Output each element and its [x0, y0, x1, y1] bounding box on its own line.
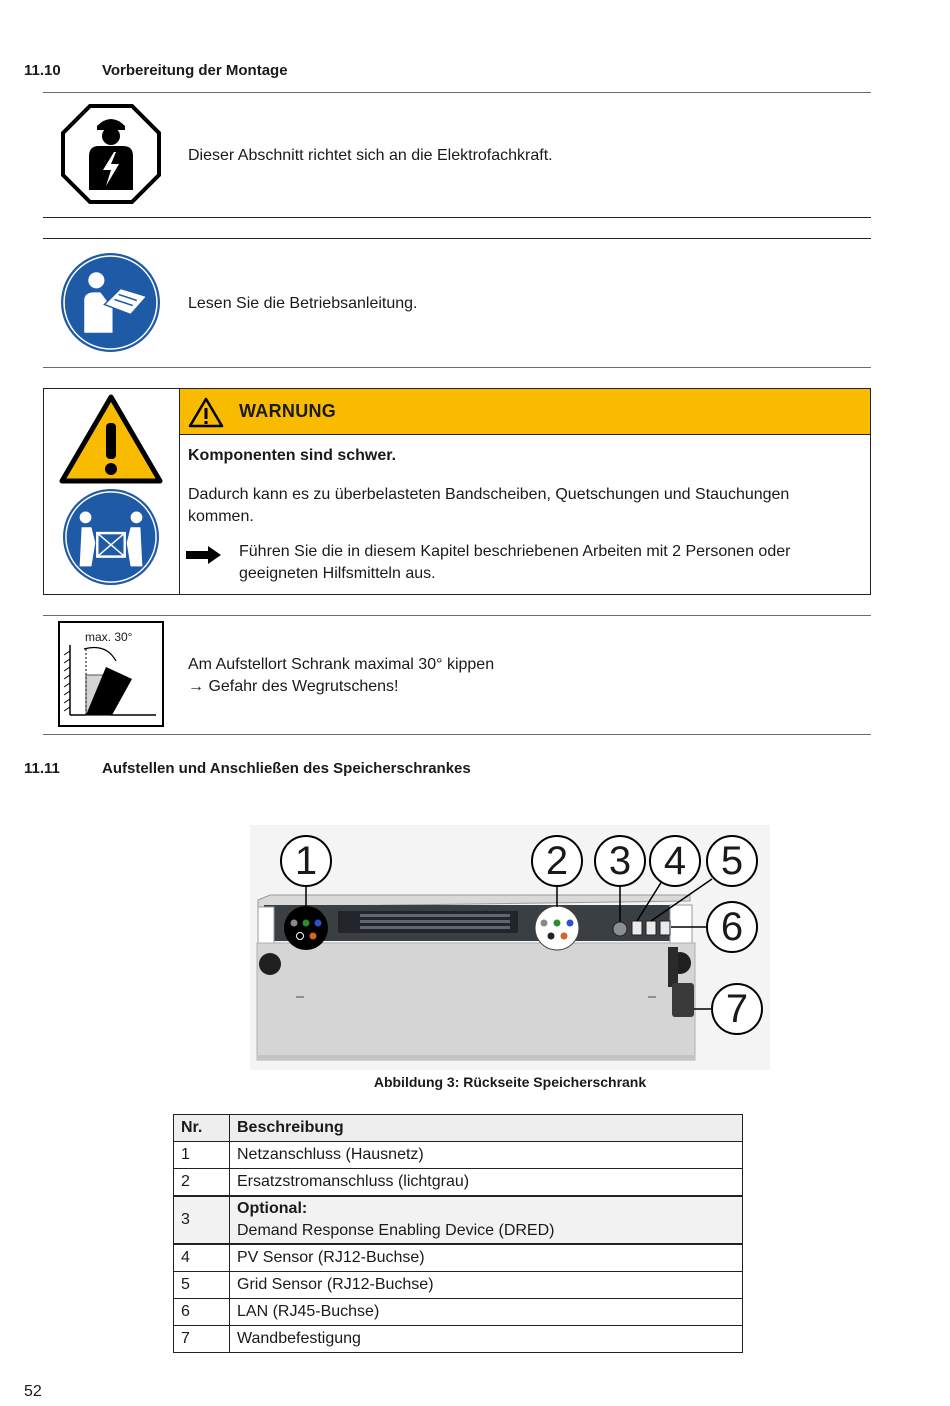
table-header-row	[174, 1115, 743, 1142]
table-cell-nr: 7	[174, 1326, 230, 1353]
warning-small-icon	[188, 397, 224, 428]
manual-notice-text: Lesen Sie die Betriebsanleitung.	[188, 295, 418, 312]
table-row	[174, 1244, 743, 1272]
warning-header	[180, 389, 870, 435]
table-row	[174, 1299, 743, 1326]
callout-2: 2	[545, 839, 569, 883]
table-cell-nr: 5	[174, 1272, 230, 1299]
tilt-notice-line2: → Gefahr des Wegrutschens!	[188, 678, 399, 695]
table-cell-description: LAN (RJ45-Buchse)	[230, 1299, 743, 1326]
table-row	[174, 1196, 743, 1244]
warning-header-text: WARNUNG	[239, 401, 337, 421]
table-row	[174, 1169, 743, 1197]
callout-3: 3	[608, 839, 632, 883]
warning-text: Dadurch kann es zu überbelasteten Bandscheiben, Quetschungen und Stauchungen kommen.	[188, 486, 790, 525]
two-person-lift-icon	[62, 488, 160, 586]
warning-icon-column	[44, 389, 180, 594]
table-cell-description: PV Sensor (RJ12-Buchse)	[230, 1244, 743, 1272]
electrician-icon	[61, 104, 161, 204]
section-number: 11.11	[24, 760, 60, 777]
table-cell-description: Netzanschluss (Hausnetz)	[230, 1142, 743, 1169]
table-cell-description: Ersatzstromanschluss (lichtgrau)	[230, 1169, 743, 1197]
warning-triangle-icon	[58, 393, 164, 485]
divider	[43, 734, 871, 735]
section-number: 11.10	[24, 62, 61, 79]
table-cell-nr: 2	[174, 1169, 230, 1197]
table-cell-nr: 3	[174, 1196, 230, 1244]
divider	[43, 615, 871, 616]
table-cell-description: Wandbefestigung	[230, 1326, 743, 1353]
table-row	[174, 1142, 743, 1169]
table-cell-description	[230, 1196, 743, 1244]
read-manual-icon	[60, 252, 161, 353]
table-header-nr: Nr.	[174, 1115, 230, 1142]
warning-action: Führen Sie die in diesem Kapitel beschriebenen Arbeiten mit 2 Personen oder geeigneten Hilfsmitteln aus.	[239, 543, 791, 582]
electrician-notice-text: Dieser Abschnitt richtet sich an die Elektrofachkraft.	[188, 147, 553, 164]
callout-6: 6	[720, 905, 744, 949]
table-row	[174, 1272, 743, 1299]
arrow-right-icon	[186, 546, 222, 564]
warning-box	[43, 388, 871, 595]
cabinet-rear-figure	[250, 825, 770, 1070]
divider	[43, 92, 871, 93]
table-row	[174, 1326, 743, 1353]
description-table	[173, 1114, 743, 1353]
page-number: 52	[24, 1383, 42, 1400]
table-cell-nr: 1	[174, 1142, 230, 1169]
table-cell-description: Grid Sensor (RJ12-Buchse)	[230, 1272, 743, 1299]
table-cell-nr: 6	[174, 1299, 230, 1326]
tilt-drawing	[60, 623, 162, 725]
warning-heading: Komponenten sind schwer.	[188, 447, 397, 464]
section-title: Aufstellen und Anschließen des Speicherschrankes	[102, 760, 471, 777]
callout-4: 4	[663, 839, 687, 883]
tilt-notice-line1: Am Aufstellort Schrank maximal 30° kippen	[188, 656, 495, 673]
callout-1: 1	[294, 839, 318, 883]
divider	[43, 367, 871, 368]
callout-5: 5	[720, 839, 744, 883]
divider	[43, 217, 871, 218]
section-title: Vorbereitung der Montage	[102, 62, 288, 79]
figure-caption: Abbildung 3: Rückseite Speicherschrank	[373, 1074, 647, 1090]
tilt-icon	[58, 621, 164, 727]
table-cell-nr: 4	[174, 1244, 230, 1272]
table-header-description: Beschreibung	[230, 1115, 743, 1142]
tilt-icon-label: max. 30°	[85, 630, 133, 644]
optional-label: Optional:	[237, 1200, 308, 1217]
optional-description: Demand Response Enabling Device (DRED)	[237, 1222, 555, 1239]
divider	[43, 238, 871, 239]
callout-7: 7	[725, 987, 749, 1031]
